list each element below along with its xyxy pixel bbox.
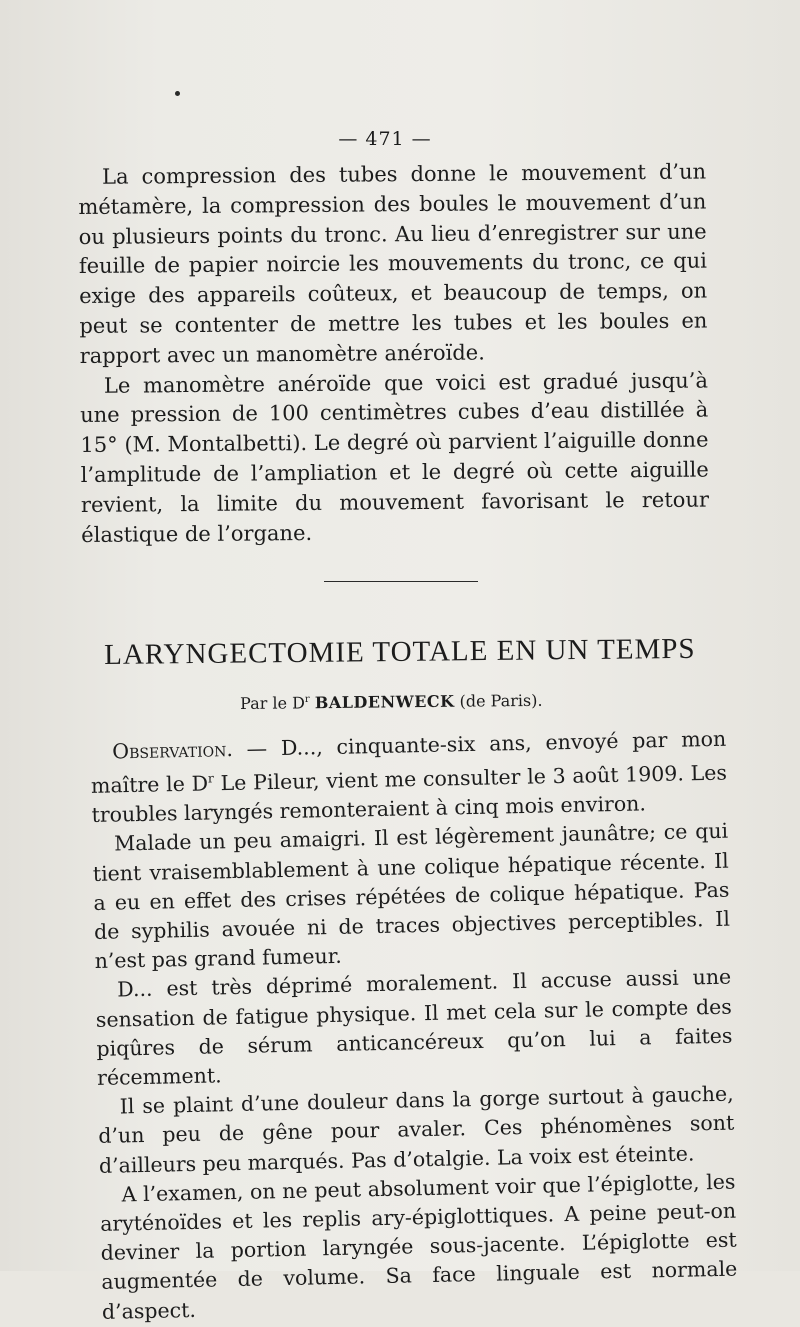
paragraph: La compression des tubes donne le mouvement d’un métamère, la compression des boules le mouvement d’un ou plusieurs points du tronc. Au lieu d’enregistrer sur une feuille de papier noircie les mouvements du tronc, ce qui exige des appareils coûteux, et beaucoup de temps, on peut se contenter de mettre les tubes et les boules en rapport avec un manomètre anéroïde. xyxy=(78,159,708,368)
observation-label: Observation. xyxy=(112,737,234,764)
byline-suffix: (de Paris). xyxy=(459,690,543,711)
section-divider xyxy=(324,581,478,582)
paragraph: A l’examen, on ne peut absolument voir que l’épiglotte, les aryténoïdes et les replis ary-épiglottiques. A peine peut-on deviner la portion laryngée sous-jacente. L’épiglotte est augmentée de volume. Sa face linguale est normale d’aspect. xyxy=(99,1169,738,1324)
paragraph: Le manomètre anéroïde que voici est gradué jusqu’à une pression de 100 centimètres cubes d’eau distillée à 15° (M. Montalbetti). Le degré où parvient l’aiguille donne l’amplitude de l’ampliation et le degré où cette aiguille revient, la limite du mouvement favorisant le retour élastique de l’organe. xyxy=(80,368,710,547)
article-title: LARYNGECTOMIE TOTALE EN UN TEMPS xyxy=(104,632,696,671)
observation-text xyxy=(90,725,738,1327)
paragraph: D... est très déprimé moralement. Il accuse aussi une sensation de fatigue physique. Il met cela sur le compte des piqûres de sérum anticancéreux qu’on lui a faites récemment. xyxy=(95,965,733,1090)
paragraph-observation xyxy=(90,725,728,831)
observation-first: — D..., cinquante-six ans, envoyé par mon maître le D xyxy=(90,726,727,799)
intro-text xyxy=(78,158,709,551)
author-name: BALDENWECK xyxy=(314,691,455,713)
paragraph: Il se plaint d’une douleur dans la gorge surtout à gauche, d’un peu de gêne pour avaler. Ces phénomènes sont d’ailleurs peu marqués. Pas d’otalgie. La voix est éteinte. xyxy=(98,1081,735,1178)
byline-prefix: Par le D xyxy=(240,693,306,713)
byline xyxy=(240,691,543,713)
page-number: — 471 — xyxy=(338,128,432,150)
observation-rest: Le Pileur, vient me consulter le 3 août 1909. Les troubles laryngés remonteraient à cinq mois environ. xyxy=(91,760,728,828)
paragraph: Malade un peu amaigri. Il est légèrement jaunâtre; ce qui tient vraisemblablement à une colique hépatique récente. Il a eu en effet des crises répétées de colique hépatique. Pas de syphilis avouée ni de traces objectives perceptibles. Il n’est pas grand fumeur. xyxy=(92,819,731,974)
ink-speck xyxy=(175,91,180,96)
observation-sup: r xyxy=(207,771,214,786)
byline-sup: r xyxy=(304,693,310,705)
